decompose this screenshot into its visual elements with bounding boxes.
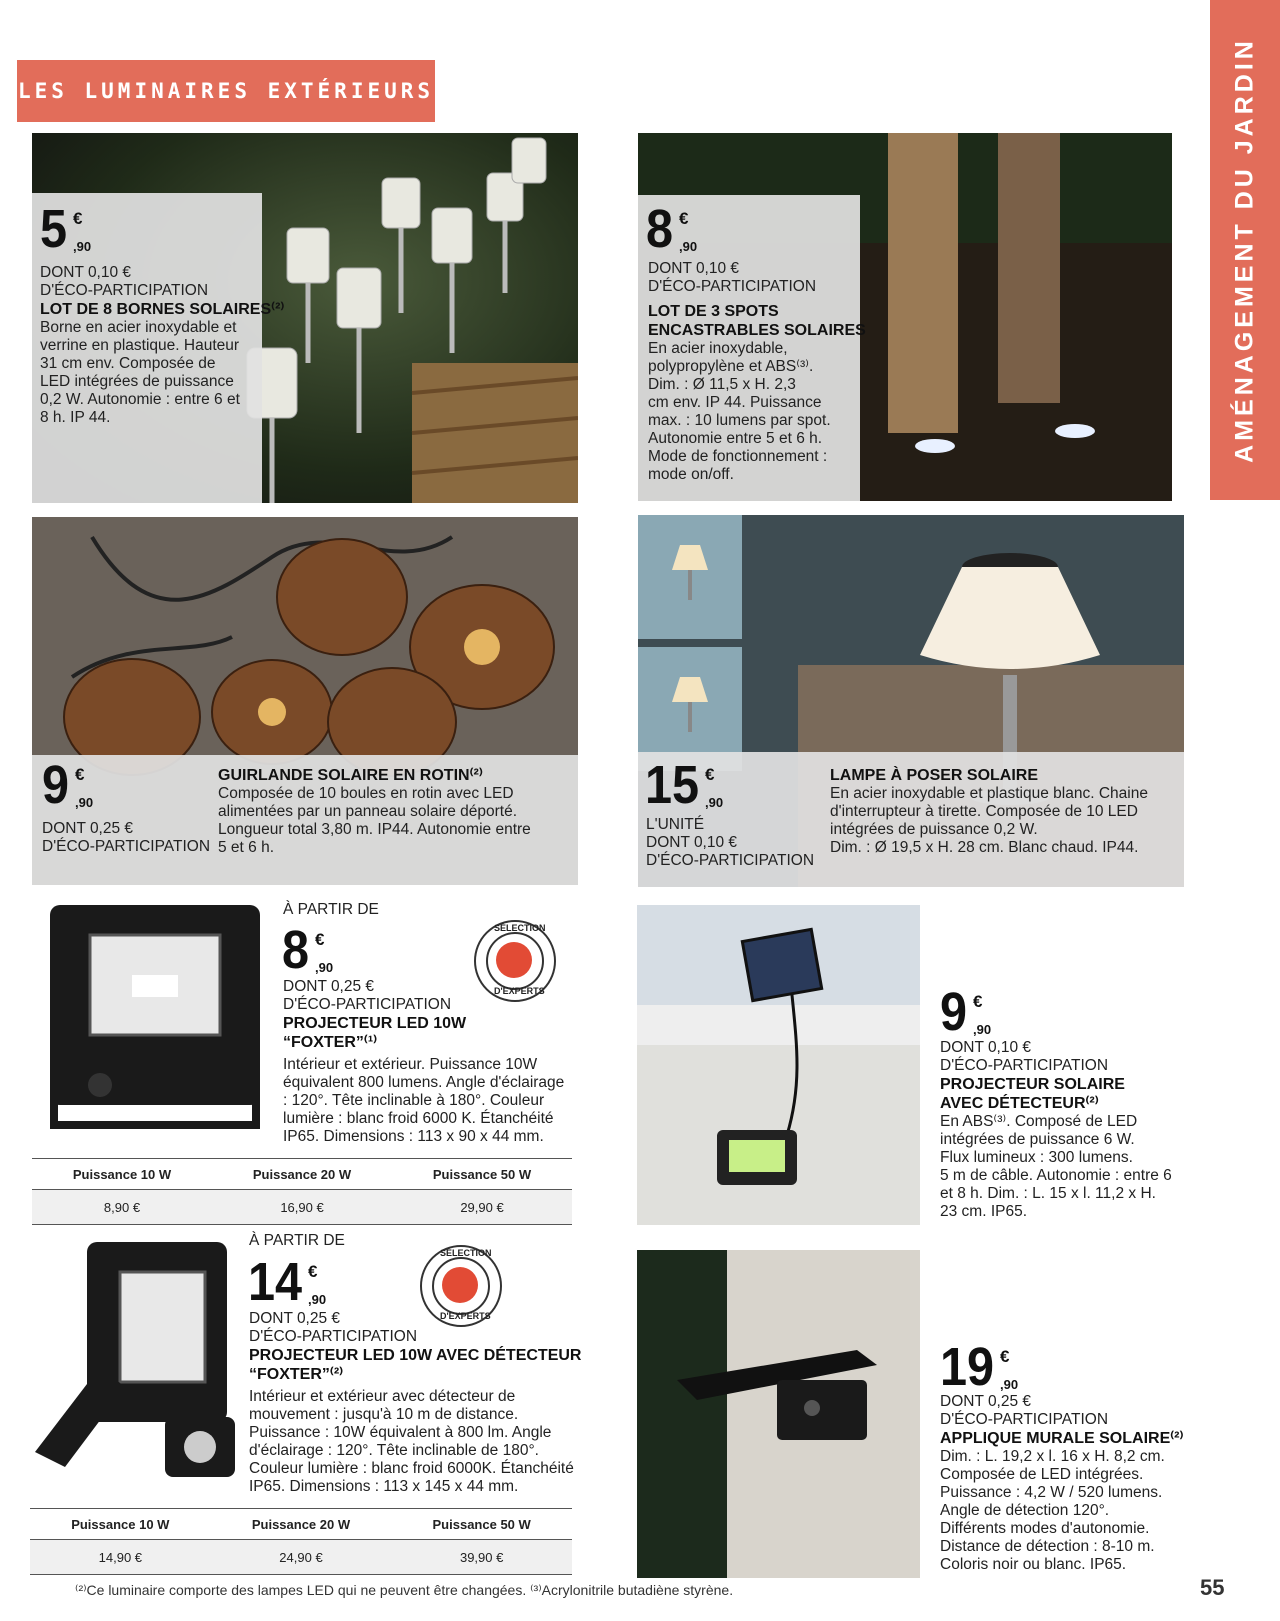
led-floodlight-illustration: [50, 905, 260, 1133]
desc-line: lumière : blanc froid 6000 K. Étanchéité: [283, 1110, 554, 1127]
side-tab-label: AMÉNAGEMENT DU JARDIN: [1230, 37, 1259, 463]
desc-line: Borne en acier inoxydable et: [40, 319, 237, 336]
desc-line: Distance de détection : 8-10 m.: [940, 1538, 1155, 1555]
table-row: [30, 1540, 572, 1575]
section-title: LES LUMINAIRES EXTÉRIEURS: [17, 60, 435, 122]
desc-line: polypropylène et ABS⁽³⁾.: [648, 358, 814, 375]
desc-line: Intérieur et extérieur. Puissance 10W: [283, 1056, 538, 1073]
table-header: Puissance 20 W: [212, 1159, 392, 1190]
table-header: Puissance 10 W: [32, 1159, 212, 1190]
side-tab: [1210, 0, 1280, 500]
desc-line: Dim. : L. 19,2 x l. 16 x H. 8,2 cm.: [940, 1448, 1165, 1465]
table-cell: 14,90 €: [30, 1540, 211, 1575]
from-label: À PARTIR DE: [283, 901, 379, 918]
price-table-led-floodlight: [32, 1158, 572, 1225]
desc-line: Dim. : Ø 11,5 x H. 2,3: [648, 376, 796, 393]
eco-label: D'ÉCO-PARTICIPATION: [648, 278, 817, 295]
desc-line: 5 et 6 h.: [218, 839, 275, 856]
product-title: LOT DE 8 BORNES SOLAIRES⁽²⁾: [40, 301, 285, 318]
product-info-solar-floodlight: [940, 1039, 1172, 1221]
photo-solar-floodlight: [637, 905, 920, 1225]
table-cell: 24,90 €: [211, 1540, 392, 1575]
table-cell: 39,90 €: [391, 1540, 572, 1575]
price-integer: 8: [646, 199, 674, 259]
eco-label: D'ÉCO-PARTICIPATION: [40, 282, 209, 299]
desc-line: max. : 10 lumens par spot.: [648, 412, 831, 429]
footnote: ⁽²⁾Ce luminaire comporte des lampes LED qui ne peuvent être changées. ⁽³⁾Acrylonitrile butadiène styrène.: [75, 1582, 734, 1598]
price-recessed-spots: [646, 199, 698, 259]
desc-line: : 120°. Tête inclinable à 180°. Couleur: [283, 1092, 545, 1109]
desc-line: verrine en plastique. Hauteur: [40, 337, 240, 354]
desc-line: d'éclairage : 120°. Tête inclinable de 180°.: [249, 1442, 539, 1459]
price-integer: 8: [282, 920, 310, 980]
desc-line: Coloris noir ou blanc. IP65.: [940, 1556, 1127, 1573]
solar-wall-light-illustration: [637, 1250, 920, 1578]
price-cents: ,90: [315, 960, 334, 975]
price-cents: ,90: [679, 239, 698, 254]
price-cents: ,90: [75, 795, 94, 810]
desc-line: Autonomie entre 5 et 6 h.: [648, 430, 823, 447]
desc-line: et 8 h. Dim. : L. 15 x l. 11,2 x H.: [940, 1185, 1156, 1202]
eco-amount: DONT 0,10 €: [40, 264, 132, 281]
price-led-floodlight-detector: [248, 1252, 327, 1312]
product-info-recessed-spots: [648, 260, 866, 484]
table-cell: 29,90 €: [392, 1190, 572, 1225]
desc-line: 31 cm env. Composée de: [40, 355, 216, 372]
price-integer: 14: [248, 1252, 303, 1312]
eco-label: D'ÉCO-PARTICIPATION: [940, 1057, 1109, 1074]
desc-line: intégrées de puissance 0,2 W.: [830, 821, 1038, 838]
desc-line: 0,2 W. Autonomie : entre 6 et: [40, 391, 240, 408]
eco-label: D'ÉCO-PARTICIPATION: [940, 1411, 1109, 1428]
desc-line: équivalent 800 lumens. Angle d'éclairage: [283, 1074, 565, 1091]
product-title: PROJECTEUR SOLAIRE: [940, 1076, 1125, 1093]
photo-solar-wall-light: [637, 1250, 920, 1578]
price-currency: €: [73, 209, 83, 228]
product-info-led-floodlight: [283, 978, 564, 1146]
checkmark-icon: [496, 942, 532, 978]
desc-line: Longueur total 3,80 m. IP44. Autonomie entre: [218, 821, 531, 838]
solar-floodlight-illustration: [637, 905, 920, 1225]
price-currency: €: [705, 765, 715, 784]
badge-top-text: SÉLECTION: [440, 1248, 492, 1258]
price-rattan-garland: [42, 755, 94, 815]
price-integer: 9: [42, 755, 70, 815]
price-currency: €: [679, 209, 689, 228]
table-header-row: [30, 1509, 572, 1540]
eco-label: D'ÉCO-PARTICIPATION: [42, 838, 211, 855]
price-currency: €: [308, 1262, 318, 1281]
desc-line: cm env. IP 44. Puissance: [648, 394, 822, 411]
checkmark-icon: [442, 1267, 478, 1303]
price-currency: €: [973, 992, 983, 1011]
price-currency: €: [315, 930, 325, 949]
price-integer: 9: [940, 982, 968, 1042]
desc-line: IP65. Dimensions : 113 x 145 x 44 mm.: [249, 1478, 519, 1495]
product-info-bollards: [40, 264, 284, 427]
eco-amount: DONT 0,25 €: [940, 1393, 1032, 1410]
desc-line: Différents modes d'autonomie.: [940, 1520, 1150, 1537]
from-label: À PARTIR DE: [249, 1232, 345, 1249]
desc-line: d'interrupteur à tirette. Composée de 10 LED: [830, 803, 1138, 820]
eco-amount: DONT 0,10 €: [646, 834, 738, 851]
desc-line: Composée de LED intégrées.: [940, 1466, 1144, 1483]
desc-line: En ABS⁽³⁾. Composé de LED: [940, 1113, 1138, 1130]
desc-line: IP65. Dimensions : 113 x 90 x 44 mm.: [283, 1128, 544, 1145]
price-table-led-floodlight-detector: [30, 1508, 572, 1575]
page-number: 55: [1200, 1575, 1225, 1600]
table-header: Puissance 50 W: [392, 1159, 572, 1190]
desc-line: Puissance : 10W équivalent à 800 lm. Angle: [249, 1424, 552, 1441]
price-led-floodlight: [282, 920, 334, 980]
price-integer: 5: [40, 199, 68, 259]
desc-line: Mode de fonctionnement :: [648, 448, 828, 465]
product-info-led-floodlight-detector: [249, 1310, 581, 1496]
eco-label: D'ÉCO-PARTICIPATION: [283, 996, 452, 1013]
price-table-lamp: [645, 755, 724, 815]
price-bollards: [40, 199, 92, 259]
product-title: PROJECTEUR LED 10W: [283, 1015, 467, 1032]
price-currency: €: [75, 765, 85, 784]
product-info-table-lamp: [830, 766, 1148, 857]
table-header-row: [32, 1159, 572, 1190]
desc-line: 5 m de câble. Autonomie : entre 6: [940, 1167, 1172, 1184]
image-led-floodlight: [50, 905, 260, 1133]
table-row: [32, 1190, 572, 1225]
table-header: Puissance 50 W: [391, 1509, 572, 1540]
image-led-floodlight-detector: [25, 1237, 235, 1497]
price-cents: ,90: [73, 239, 92, 254]
eco-label: D'ÉCO-PARTICIPATION: [249, 1328, 418, 1345]
desc-line: Couleur lumière : blanc froid 6000K. Étanchéité: [249, 1460, 574, 1477]
desc-line: Flux lumineux : 300 lumens.: [940, 1149, 1133, 1166]
table-cell: 8,90 €: [32, 1190, 212, 1225]
price-cents: ,90: [973, 1022, 992, 1037]
product-title: LAMPE À POSER SOLAIRE: [830, 767, 1039, 784]
desc-line: Intérieur et extérieur avec détecteur de: [249, 1388, 516, 1405]
desc-line: 23 cm. IP65.: [940, 1203, 1028, 1220]
desc-line: Angle de détection 120°.: [940, 1502, 1110, 1519]
desc-line: En acier inoxydable,: [648, 340, 788, 357]
product-title: ENCASTRABLES SOLAIRES: [648, 322, 866, 339]
eco-amount: DONT 0,25 €: [283, 978, 375, 995]
price-solar-floodlight: [940, 982, 992, 1042]
price-cents: ,90: [705, 795, 724, 810]
badge-bottom-text: D'EXPERTS: [440, 1311, 491, 1321]
desc-line: mouvement : jusqu'à 10 m de distance.: [249, 1406, 519, 1423]
badge-bottom-text: D'EXPERTS: [494, 986, 545, 996]
desc-line: Puissance : 4,2 W / 520 lumens.: [940, 1484, 1163, 1501]
desc-line: 8 h. IP 44.: [40, 409, 111, 426]
eco-amount: DONT 0,25 €: [42, 820, 134, 837]
eco-amount: DONT 0,10 €: [648, 260, 740, 277]
product-info-rattan-garland: [218, 766, 531, 857]
desc-line: Dim. : Ø 19,5 x H. 28 cm. Blanc chaud. IP44.: [830, 839, 1139, 856]
price-integer: 15: [645, 755, 700, 815]
product-title: LOT DE 3 SPOTS: [648, 303, 779, 320]
eco-amount: DONT 0,25 €: [249, 1310, 341, 1327]
desc-line: Composée de 10 boules en rotin avec LED: [218, 785, 514, 802]
desc-line: alimentées par un panneau solaire déporté.: [218, 803, 518, 820]
eco-label: D'ÉCO-PARTICIPATION: [646, 852, 815, 869]
product-title: PROJECTEUR LED 10W AVEC DÉTECTEUR: [249, 1347, 582, 1364]
badge-top-text: SÉLECTION: [494, 923, 546, 933]
price-cents: ,90: [1000, 1377, 1019, 1392]
eco-rattan-garland: [42, 820, 210, 856]
unit-label: L'UNITÉ: [646, 816, 705, 833]
product-title: “FOXTER”⁽²⁾: [249, 1366, 344, 1383]
price-integer: 19: [940, 1337, 995, 1397]
eco-table-lamp: [646, 816, 814, 870]
desc-line: LED intégrées de puissance: [40, 373, 234, 390]
table-header: Puissance 20 W: [211, 1509, 392, 1540]
price-solar-wall-light: [940, 1337, 1019, 1397]
desc-line: En acier inoxydable et plastique blanc. Chaine: [830, 785, 1148, 802]
desc-line: mode on/off.: [648, 466, 734, 483]
desc-line: intégrées de puissance 6 W.: [940, 1131, 1135, 1148]
price-cents: ,90: [308, 1292, 327, 1307]
table-header: Puissance 10 W: [30, 1509, 211, 1540]
product-title: “FOXTER”⁽¹⁾: [283, 1034, 378, 1051]
price-currency: €: [1000, 1347, 1010, 1366]
eco-amount: DONT 0,10 €: [940, 1039, 1032, 1056]
product-title: GUIRLANDE SOLAIRE EN ROTIN⁽²⁾: [218, 767, 483, 784]
product-title: AVEC DÉTECTEUR⁽²⁾: [940, 1095, 1099, 1112]
product-title: APPLIQUE MURALE SOLAIRE⁽²⁾: [940, 1430, 1184, 1447]
product-info-solar-wall-light: [940, 1393, 1183, 1574]
led-floodlight-detector-illustration: [25, 1237, 235, 1497]
table-cell: 16,90 €: [212, 1190, 392, 1225]
